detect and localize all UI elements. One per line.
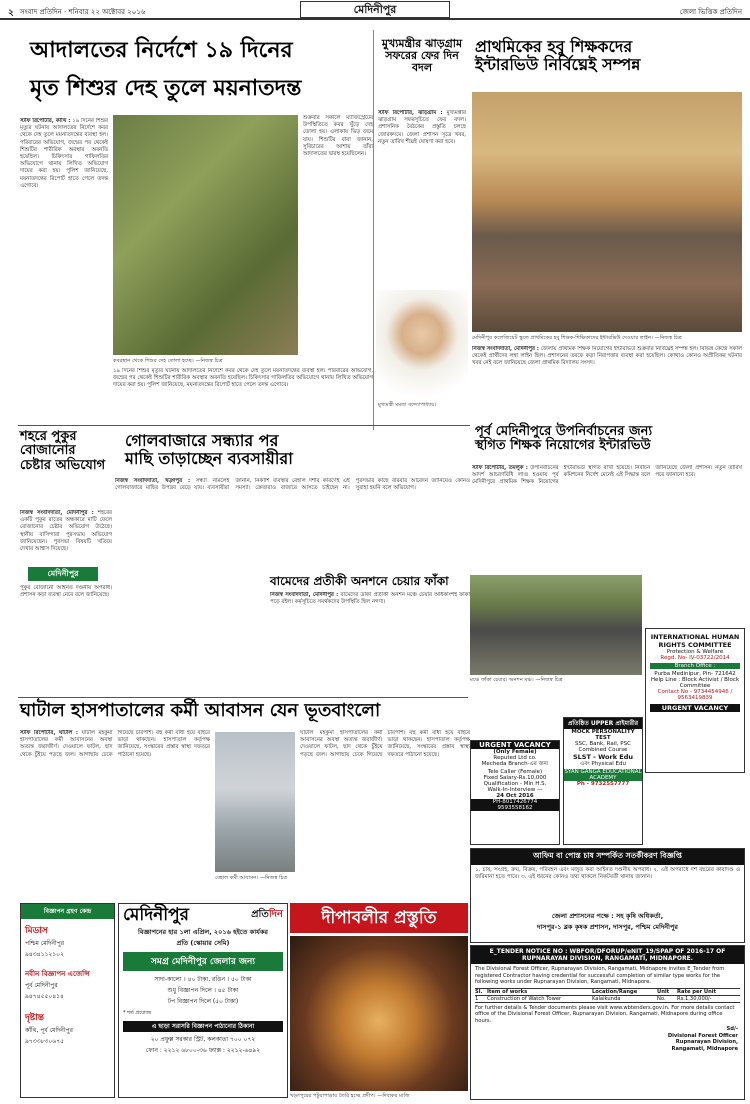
tender-sign: Rangamati, Midnapore xyxy=(671,1045,738,1052)
diwali-caption: খড়্গপুরের পটুয়াপাড়ায় তৈরি হচ্ছে প্রদীপ। —দিবাকর মাজি xyxy=(290,1093,410,1099)
fast-body xyxy=(270,592,470,627)
section-tag: মেদিনীপুর xyxy=(28,567,98,581)
hospital-text-2: ঘাটাল মহকুমা হাসপাতালের কর্মী আবাসনের অবস্থা অত্যন্ত জরাজীর্ণ। দেওয়ালে ফাটল, ছাদ থেকে চুঁইয়ে পড়ছে জল। আগাছায় ঢেকে গিয়েছে চারপাশ। বহু কর্মী বাধ্য হয়ে বাইরে ভাড়া থাকছেন। হাসপাতাল কর্তৃপক্ষ জানিয়েছে, সংস্কারের প্রস্তাব স্বাস্থ্য দফতরে পাঠানো হয়েছে। xyxy=(300,730,470,758)
ihrc-sub: Protection & Welfare xyxy=(666,649,724,655)
tender-col: Item of works xyxy=(487,988,528,995)
pratidin-rate: সাদা-কালো । ৪০ টাকা, রঙিন । ৫০ টাকা xyxy=(154,975,252,983)
adcenter-box xyxy=(20,903,115,1098)
adcenter-entry xyxy=(21,919,114,964)
academy-title: প্রতিষ্ঠিত UPPER প্রাইমারীর xyxy=(564,718,642,729)
tender-table-header xyxy=(475,988,740,996)
page-number: ২ xyxy=(8,8,14,18)
adcenter-name: নবীন বিজ্ঞাপন এজেন্সি xyxy=(25,970,90,978)
ihrc-office: Branch Office : xyxy=(650,663,740,669)
vacancy-only: (Only Female) xyxy=(493,749,537,755)
story2-headline-line2: ইন্টারভিউ নির্বিঘ্নেই সম্পন্ন xyxy=(475,54,641,74)
academy-line: Combined Course xyxy=(578,747,628,753)
pratidin-rate: টপ বিজ্ঞাপন দিলে (৫০ টাকা) xyxy=(167,997,239,1005)
pratidin-area: সমগ্র মেদিনীপুর জেলার জন্য xyxy=(123,952,283,971)
hospital-body xyxy=(20,730,210,890)
story2-body xyxy=(472,346,742,416)
story2-text: জেলায় প্রাথমিক শিক্ষক নিয়োগের ইন্টারভিউ শুক্রবার নির্বিঘ্নেই সম্পন্ন হল। বিভিন্ন কেন্দ্রে সকাল থেকেই প্রার্থীদের লম্বা লাইন ছিল। প্রশাসনের তরফে কড়া নিরাপত্তার ব্যবস্থা করা হয়েছিল। কোথাও কোনও অপ্রীতিকর ঘটনার খবর নেই বলে জানিয়েছে জেলা প্রাথমিক বিদ্যালয় সংসদ। xyxy=(472,346,742,367)
tender-more: For further details & Tender documents please visit www.wbtenders.gov.in. For more details contact office of the Divisional Forest Officer, Rupnarayan Division, Rangamati, Midnapore during office hours. xyxy=(475,1004,735,1024)
ihrc-help: Help Line : Block Activist / Block Committee xyxy=(650,677,740,689)
date-line: সংবাদ প্রতিদিন · শনিবার ২২ অক্টোবর ২০১৬ xyxy=(20,8,146,16)
vacancy-line: Tele Caller (Female) xyxy=(487,769,543,775)
vacancy-line: Walk-In-Interview — xyxy=(487,787,543,793)
pratidin-logo-part2: দিন xyxy=(268,908,283,920)
pratidin-addr: ২০ প্রফুল্ল সরকার স্ট্রিট, কলকাতা ৭০০ ০৭২ xyxy=(150,1035,256,1043)
notice-ad xyxy=(470,848,745,943)
notice-footer: জেলা প্রশাসনের পক্ষে : সহ কৃষি অধিকর্তা, xyxy=(551,912,664,920)
ihrc-contact: Contact No - 9734454946 / 9563419839 xyxy=(657,689,733,701)
tender-cell: Kalaikunda xyxy=(592,995,621,1002)
hospital-body-2 xyxy=(300,730,470,890)
story1-photo xyxy=(113,115,298,355)
column-divider xyxy=(373,30,374,430)
story2-dateline: নিজস্ব সংবাদদাতা, মেদিনীপুর : xyxy=(472,346,539,352)
academy-phone: Ph - 9732557777 xyxy=(576,781,630,787)
fast-text: বামেদের ডাকা প্রতীকী অনশন মঞ্চে চেয়ার অধিকাংশই ফাঁকা পড়ে রইল। কর্মসূচিতে সমর্থকদের উপস্থিতি ছিল নগণ্য। xyxy=(270,592,470,606)
pratidin-rate: শুধু বিজ্ঞাপন দিলে । ৪৫ টাকা xyxy=(167,986,239,994)
adcenter-entry xyxy=(21,964,114,1006)
diwali-title: দীপাবলীর প্রস্তুতি xyxy=(321,908,437,928)
pratidin-line: বিজ্ঞাপনের হার ১লা এপ্রিল, ২০১৬ হইতে কার্যকর xyxy=(138,927,268,936)
tender-sign: Divisional Forest Officer xyxy=(667,1032,738,1039)
divider xyxy=(18,697,468,698)
east-dateline: স্টাফ রিপোর্টার, তমলুক : xyxy=(472,465,528,471)
pond-text: শহরের একটি পুকুর রাতের অন্ধকারে মাটি ফেলে বোজানোর চেষ্টার অভিযোগ উঠেছে। স্থানীয় বাসিন্দারা পুরসভায় অভিযোগ জানিয়েছেন। পুরসভা বিষয়টি খতিয়ে দেখার আশ্বাস দিয়েছে। xyxy=(20,510,112,553)
adcenter-name: মিডাস xyxy=(25,926,48,936)
fast-photo xyxy=(470,575,642,675)
cm-caption: মুখ্যমন্ত্রী মমতা বন্দ্যোপাধ্যায়। xyxy=(378,402,437,408)
header-right: জেলা ভিত্তিক প্রতিদিন xyxy=(679,8,742,16)
notice-footer: দাসপুর-১ ব্লক কৃষক প্রশাসন, দাসপুর, পশ্চিম মেদিনীপুর xyxy=(537,923,678,931)
fish-headline-line1: গোলবাজারে সন্ধ্যার পর xyxy=(125,431,279,450)
tender-cell: Rs.1,30,000/- xyxy=(677,995,712,1002)
pond-body xyxy=(20,510,112,570)
diwali-banner xyxy=(290,903,468,933)
tender-sign: Rupnarayan Division, xyxy=(675,1039,738,1045)
academy-sub: MOCK PERSONALITY TEST xyxy=(571,729,635,741)
tender-col: Sl. xyxy=(475,988,483,995)
vacancy-line: Fixed Salary-Rs.10,000 xyxy=(483,775,547,781)
pond-dateline: নিজস্ব সংবাদদাতা, মেদিনীপুর : xyxy=(20,510,94,516)
hospital-caption: বেহাল কর্মী আবাসন। —নিজস্ব চিত্র xyxy=(215,875,288,881)
hospital-dateline: স্টাফ রিপোর্টার, ঘাটাল : xyxy=(20,730,79,736)
fish-headline-line2: মাছি তাড়াচ্ছেন ব্যবসায়ীরা xyxy=(125,448,293,468)
fish-dateline: নিজস্ব সংবাদদাতা, খড়্গপুর : xyxy=(115,478,191,484)
adcenter-phone: ৯৪৭৪৫৫০৪১৪ xyxy=(25,993,64,1000)
story1-text-2: শুক্রবার সকালে ম্যাজিস্ট্রেটের উপস্থিতিতে কবর খুঁড়ে দেহ তোলা হয়। এলাকায় ভিড় জমে যায়। শিশুটির বাবা জানান, সুবিচারের আশায় তাঁরা আদালতের দ্বারস্থ হয়েছিলেন। xyxy=(303,115,373,158)
pratidin-logo-part1: প্রতি xyxy=(251,908,269,920)
fast-dateline: নিজস্ব সংবাদদাতা, মেদিনীপুর : xyxy=(270,592,339,598)
vacancy-phone: PH-8017426774 xyxy=(471,799,559,805)
east-headline-line1: পূর্ব মেদিনীপুরে উপনির্বাচনের জন্য xyxy=(475,424,653,439)
pratidin-phone: ফোন : ২২১২ ৬৮০০-৩৬ ফ্যাক্স : ২২১২-৬৪৯২ xyxy=(145,1046,261,1054)
adcenter-phone: ৯৪৩৪১১২১০২ xyxy=(25,951,64,958)
vacancy-phone: 9593558162 xyxy=(471,805,559,811)
cm-headline: মুখ্যমন্ত্রীর ঝাড়গ্রাম সফরের ফের দিন বদল xyxy=(381,37,463,75)
tender-col: Location/Range xyxy=(592,988,638,995)
adcenter-phone: ৯৭৩৩৮৩০৬৭৫ xyxy=(25,1038,64,1045)
tender-signature xyxy=(471,1026,744,1052)
page-header xyxy=(0,0,750,20)
story1-headline xyxy=(30,38,370,62)
ihrc-addr: Purba Medinipur, Pin- 721642 xyxy=(654,671,736,677)
diwali-photo xyxy=(290,936,468,1091)
pond-text-2: পুকুর বোজানো আইনত দণ্ডনীয় অপরাধ। প্রশাসন কড়া ব্যবস্থা নেবে বলে জানিয়েছে। xyxy=(20,585,112,599)
east-headline xyxy=(475,425,740,454)
academy-line: SSC, Bank, Rail, PSC xyxy=(575,741,631,747)
story1-body xyxy=(20,118,108,358)
pratidin-ad xyxy=(118,903,288,1098)
tender-cell: 1 xyxy=(475,995,479,1002)
academy-name: SYAN GANGA EDUCATIONAL ACADEMY xyxy=(564,769,642,781)
story1-headline-line2: মৃত শিশুর দেহ তুলে ময়নাতদন্ত xyxy=(30,75,302,101)
tender-col: Rate per Unit xyxy=(677,988,717,995)
academy-line: এবং Physical Edu xyxy=(580,761,626,767)
pond-body-2 xyxy=(20,585,112,690)
tender-ad xyxy=(470,945,745,1100)
east-body xyxy=(472,465,742,565)
tender-cell: Construction of Watch Tower xyxy=(487,995,562,1002)
vacancy-line: Reputed Ltd co. xyxy=(493,755,537,761)
story1-continued xyxy=(113,368,373,418)
story2-caption: মেদিনীপুর কলেজিয়েট স্কুলে প্রাথমিকের হবু শিক্ষক-শিক্ষিকাদের ইন্টারভিউ দেওয়ার লাইন। —নিজস্ব চিত্র xyxy=(472,335,682,341)
pratidin-addr-title: এ ছাড়া সরাসরি বিজ্ঞাপন পাঠানোর ঠিকানা xyxy=(123,1021,283,1032)
academy-line: SLST - Work Edu xyxy=(572,753,634,761)
story1-headline-line1: আদালতের নির্দেশে ১৯ দিনের xyxy=(30,37,293,63)
tender-body: The Divisional Forest Officer, Rupnarayan Division, Rangamati, Midnapore invites E_Tender from registered Contractor having credential for successful completion of similar type works for the following works under Rupnarayan Division, Rangamati, Midnapore. xyxy=(475,966,725,985)
fast-headline: বামেদের প্রতীকী অনশনে চেয়ার ফাঁকা xyxy=(270,574,449,588)
notice-title: আফিম বা পোস্ত চাষ সম্পর্কিত সতর্কীকরণ বিজ্ঞপ্তি xyxy=(471,849,744,865)
story1-caption: কবরস্থান থেকে শিশুর দেহ তোলা হচ্ছে। —নিজস্ব চিত্র xyxy=(113,358,223,364)
vacancy-line: Mecheda Branch-এর জন্য xyxy=(481,761,549,767)
fish-headline xyxy=(125,432,385,467)
pratidin-line: প্রতি (স্কোয়ার সেমি) xyxy=(176,938,230,947)
hospital-headline: ঘাটাল হাসপাতালের কর্মী আবাসন যেন ভূতবাংলো xyxy=(20,700,381,721)
pond-headline: শহরে পুকুর বোজানোর চেষ্টার অভিযোগ xyxy=(20,429,106,473)
divider xyxy=(18,425,470,426)
vacancy-line: Qualification - Min H.S. xyxy=(483,781,547,787)
pratidin-logo xyxy=(251,907,283,924)
vacancy-ad xyxy=(470,740,560,845)
pratidin-footnote: * শর্ত প্রযোজ্য xyxy=(123,1009,152,1016)
tender-title: E_TENDER NOTICE NO : WBFOR/DFORUP/eNIT_19/SPAP OF 2016-17 OF RUPNARAYAN DIVISION, RANGAMATI, MIDNAPORE. xyxy=(471,946,744,964)
story2-headline-line1: প্রাথমিকের হবু শিক্ষকদের xyxy=(475,37,633,56)
ihrc-urgent: URGENT VACANCY xyxy=(650,704,740,712)
cm-text: মুখ্যমন্ত্রীর ঝাড়গ্রাম সফরসূচিতে ফের বদল। প্রশাসনিক বৈঠকের প্রস্তুতি চলছে জোরকদমে। জেলা প্রশাসন সূত্রে খবর, নতুন তারিখ শীঘ্রই ঘোষণা করা হবে। xyxy=(378,110,466,145)
section-masthead: মেদিনীপুর xyxy=(300,1,450,18)
academy-ad xyxy=(563,717,643,845)
adcenter-place: পশ্চিম মেদিনীপুর xyxy=(25,940,65,947)
vacancy-line: 24 Oct 2016 xyxy=(496,793,534,799)
story1-text: ১৯ দিনের শিশুর মৃত্যুর ঘটনায় আদালতের নির্দেশে কবর থেকে দেহ তুলে ময়নাতদন্তের ব্যবস্থা হল। পরিবারের অভিযোগ, জন্মের পর থেকেই শিশুটির শারীরিক অবস্থার অবনতি হয়েছিল। চিকিৎসার গাফিলতির অভিযোগে থানায় লিখিত অভিযোগ দায়ের করা হয়। পুলিশ জানিয়েছে, ময়নাতদন্তের রিপোর্ট হাতে পেলে তদন্ত এগোবে। xyxy=(20,118,108,189)
pratidin-top xyxy=(119,904,287,927)
story2-photo xyxy=(472,92,742,332)
fish-text: সন্ধ্যা নামলেই গোলবাজারে মাছির উপদ্রব বেড়ে যায়। ব্যবসায়ীরা জানান, নিকাশি ব্যবস্থার বেহাল দশার কারণেই এই সমস্যা। ক্রেতারাও বাজারে আসতে চাইছেন না। পুরসভার কাছে বারবার আবেদন জানিয়েও কোনও সুরাহা হয়নি বলে অভিযোগ। xyxy=(115,478,470,492)
ihrc-title: INTERNATIONAL HUMAN RIGHTS COMMITTEE xyxy=(650,633,740,649)
tender-sign: Sd/- xyxy=(726,1026,738,1032)
fast-caption: মঞ্চে ফাঁকা চেয়ার। অনশন মঞ্চ। —নিজস্ব চিত্র xyxy=(470,677,563,683)
notice-body: ১. চাষ, সংগ্রহ, ক্রয়, বিক্রয়, পরিবহন এবং মজুত করা আইনত দণ্ডনীয় অপরাধ। ২. এই অপরাধে দশ বছরের কারাদণ্ড ও জরিমানা হতে পারে। ৩. এই ধরনের কোনও তথ্য থাকলে নিকটবর্তী থানায় জানান। xyxy=(475,867,740,881)
east-text: উপনির্বাচনের আদর্শ আচরণবিধি লাগু হওয়ায় পূর্ব মেদিনীপুরে প্রাথমিক শিক্ষক নিয়োগের ইন্টারভিউ স্থগিত রাখা হয়েছে। নির্বাচন কমিশনের নির্দেশ মেনেই এই সিদ্ধান্ত বলে জানিয়েছে জেলা প্রশাসন। নতুন তারিখ পরে জানানো হবে। xyxy=(472,465,742,486)
tender-table-row xyxy=(475,996,740,1003)
story2-headline xyxy=(475,38,740,73)
pratidin-masthead: মেদিনীপুর xyxy=(123,905,190,925)
hospital-photo xyxy=(215,732,295,872)
east-headline-line2: স্থগিত শিক্ষক নিয়োগের ইন্টারভিউ xyxy=(475,438,651,454)
story1-text-cont: ১৯ দিনের শিশুর মৃত্যুর ঘটনায় আদালতের নির্দেশে কবর থেকে দেহ তুলে ময়নাতদন্তের ব্যবস্থা হল। পরিবারের অভিযোগ, জন্মের পর থেকেই শিশুটির শারীরিক অবস্থার অবনতি হয়েছিল। চিকিৎসার গাফিলতির অভিযোগে থানায় লিখিত অভিযোগ দায়ের করা হয়। পুলিশ জানিয়েছে, ময়নাতদন্তের রিপোর্ট হাতে পেলে তদন্ত এগোবে। xyxy=(113,368,373,389)
adcenter-place: পূর্ব মেদিনীপুর xyxy=(25,982,58,989)
ihrc-ad xyxy=(645,628,745,773)
story1-body-2 xyxy=(303,115,373,355)
hospital-text: ঘাটাল মহকুমা হাসপাতালের কর্মী আবাসনের অবস্থা অত্যন্ত জরাজীর্ণ। দেওয়ালে ফাটল, ছাদ থেকে চুঁইয়ে পড়ছে জল। আগাছায় ঢেকে গিয়েছে চারপাশ। বহু কর্মী বাধ্য হয়ে বাইরে ভাড়া থাকছেন। হাসপাতাল কর্তৃপক্ষ জানিয়েছে, সংস্কারের প্রস্তাব স্বাস্থ্য দফতরে পাঠানো হয়েছে। xyxy=(20,730,210,758)
cm-dateline: স্টাফ রিপোর্টার, ঝাড়গ্রাম : xyxy=(378,110,443,116)
adcenter-place: কাঁথি, পূর্ব মেদিনীপুর xyxy=(25,1027,73,1034)
tender-col: Unit xyxy=(657,988,670,995)
tender-cell: No. xyxy=(657,995,666,1002)
cm-photo xyxy=(376,290,468,400)
vacancy-title: URGENT VACANCY xyxy=(471,741,559,749)
ihrc-regd: Regd. No- IV-03722/2014 xyxy=(660,655,730,661)
story1-dateline: স্টাফ রিপোর্টার, কাঁথি : xyxy=(20,118,71,124)
story1-headline-2 xyxy=(30,76,370,100)
cm-body xyxy=(378,110,466,290)
adcenter-entry xyxy=(21,1006,114,1051)
adcenter-name: দৃষ্টান্ত xyxy=(25,1013,44,1023)
adcenter-title: বিজ্ঞাপন গ্রহণ কেন্দ্র xyxy=(21,904,114,919)
